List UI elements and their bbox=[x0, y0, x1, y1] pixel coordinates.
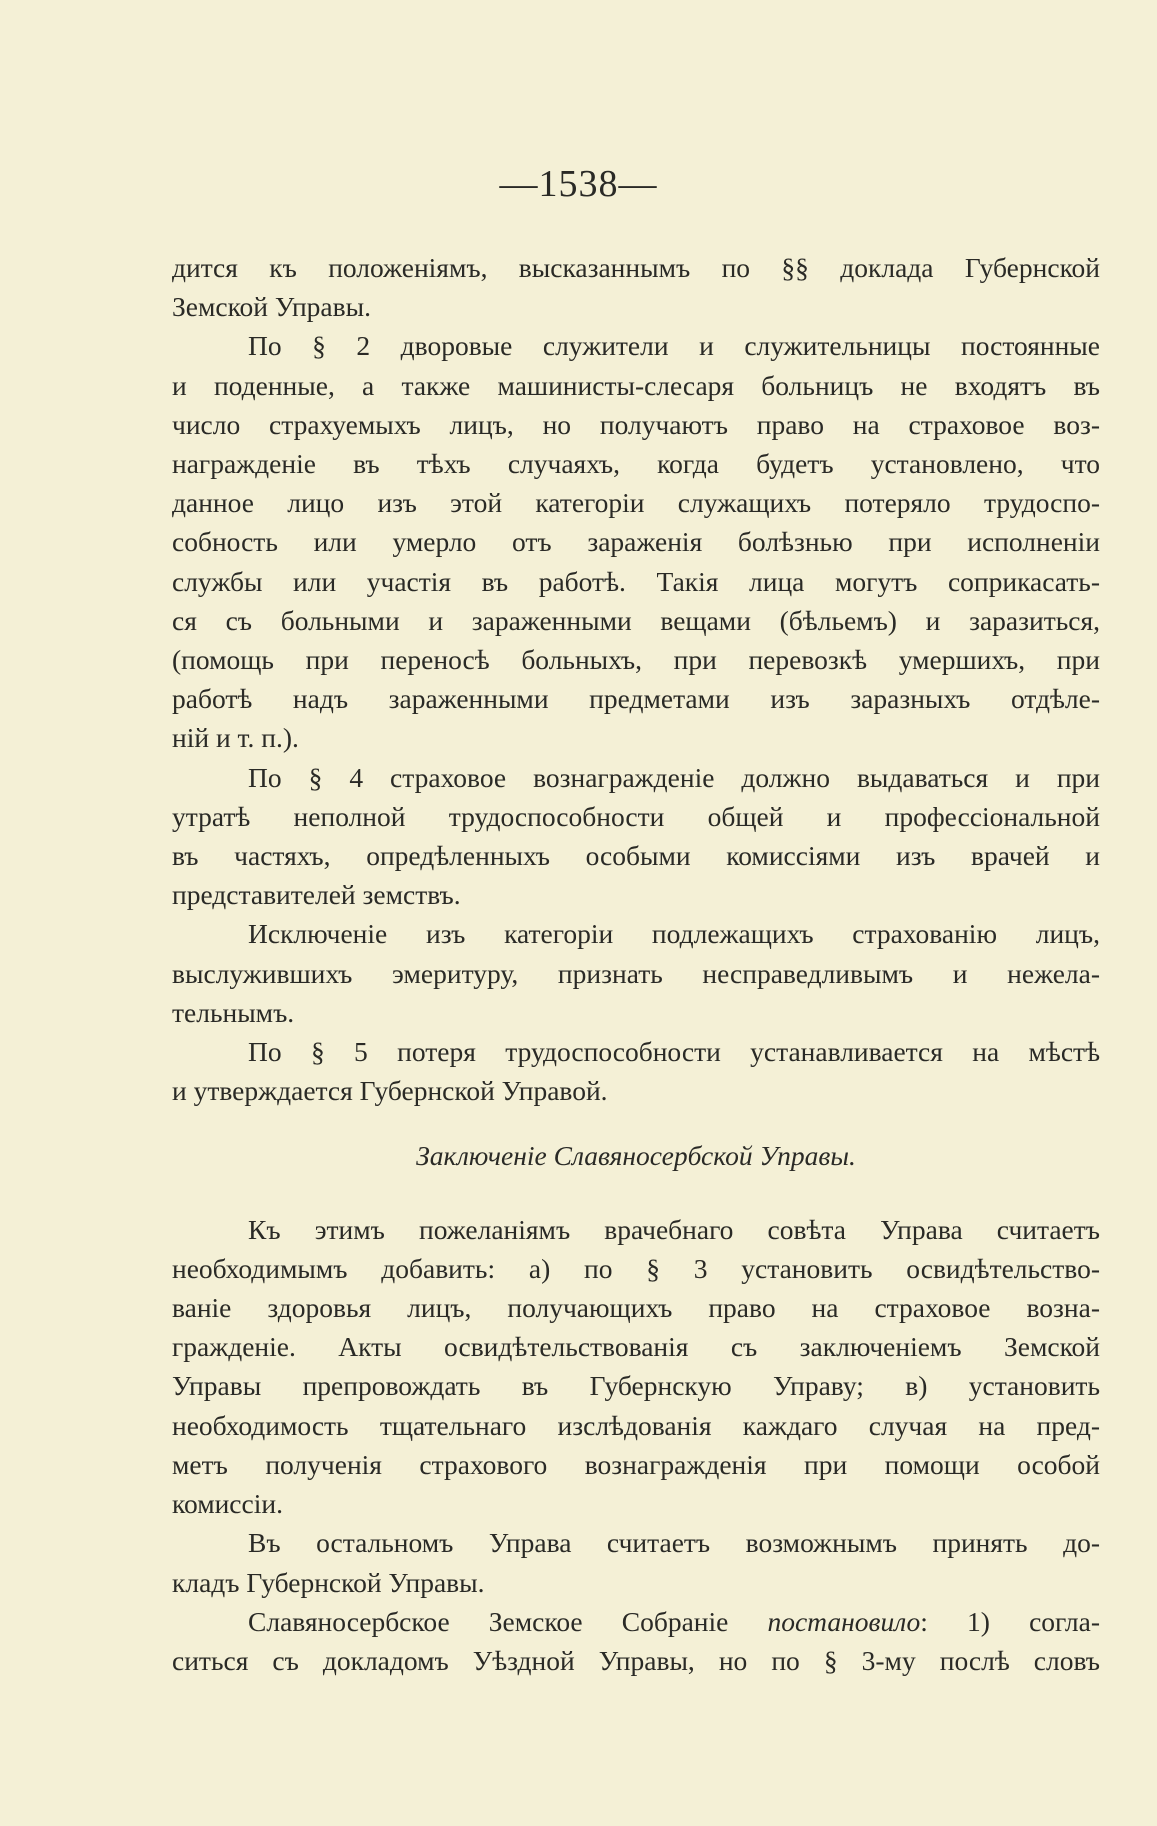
text-line: ваніе здоровья лицъ, получающихъ право на страховое возна- bbox=[172, 1292, 1100, 1324]
text-line: тельнымъ. bbox=[172, 996, 295, 1028]
text-line bbox=[172, 1602, 1100, 1641]
text-line: и утверждается Губернской Управой. bbox=[172, 1075, 608, 1107]
text-line: гражденіе. Акты освидѣтельствованія съ заключеніемъ Земской bbox=[172, 1331, 1100, 1363]
text-line: и поденные, а также машинисты-слесаря больницъ не входятъ въ bbox=[172, 369, 1100, 401]
section-heading: Заключеніе Славяносербской Управы. bbox=[416, 1140, 856, 1172]
text-line: Исключеніе изъ категоріи подлежащихъ страхованію лицъ, bbox=[248, 918, 1100, 950]
text-line: Управы препровождать въ Губернскую Управу; в) установить bbox=[172, 1370, 1100, 1402]
page-number: —1538— bbox=[499, 163, 658, 205]
text-line: утратѣ неполной трудоспособности общей и профессіональной bbox=[172, 800, 1100, 832]
text-line: ній и т. п.). bbox=[172, 722, 299, 754]
text-line: въ частяхъ, опредѣленныхъ особыми комиссіями изъ врачей и bbox=[172, 840, 1100, 872]
text-line: По § 2 дворовые служители и служительницы постоянные bbox=[248, 330, 1100, 362]
text-line: По § 5 потеря трудоспособности устанавливается на мѣстѣ bbox=[248, 1036, 1100, 1068]
text-line: Къ этимъ пожеланіямъ врачебнаго совѣта Управа считаетъ bbox=[248, 1213, 1100, 1245]
text-line: необходимымъ добавить: а) по § 3 установить освидѣтельство- bbox=[172, 1252, 1100, 1284]
text-line: ся съ больными и зараженными вещами (бѣльемъ) и заразиться, bbox=[172, 604, 1100, 636]
text-line: дится къ положеніямъ, высказаннымъ по §§ доклада Губернской bbox=[172, 252, 1100, 283]
text-line: метъ полученія страхового вознагражденія при помощи особой bbox=[172, 1448, 1100, 1480]
text-line: работѣ надъ зараженными предметами изъ заразныхъ отдѣле- bbox=[172, 683, 1100, 715]
text-run: Славяносербское Земское Собраніе bbox=[248, 1605, 768, 1637]
text-line: кладъ Губернской Управы. bbox=[172, 1566, 485, 1598]
text-line: По § 4 страховое вознагражденіе должно выдаваться и при bbox=[248, 761, 1100, 793]
text-line: выслужившихъ эмеритуру, признать несправедливымъ и нежела- bbox=[172, 957, 1100, 989]
body-text bbox=[172, 248, 1100, 1680]
text-line: службы или участія въ работѣ. Такія лица могутъ соприкасать- bbox=[172, 565, 1100, 597]
emphasis-text: постановило bbox=[767, 1605, 921, 1637]
text-line: необходимость тщательнаго изслѣдованія каждаго случая на пред- bbox=[172, 1409, 1100, 1441]
text-line: комиссіи. bbox=[172, 1488, 283, 1520]
text-line: Въ остальномъ Управа считаетъ возможнымъ принять до- bbox=[248, 1527, 1100, 1559]
text-line: Земской Управы. bbox=[172, 291, 371, 323]
text-line: ситься съ докладомъ Уѣздной Управы, но по § 3-му послѣ словъ bbox=[172, 1644, 1100, 1676]
text-line: собность или умерло отъ зараженія болѣзнью при исполненіи bbox=[172, 526, 1100, 558]
text-line: представителей земствъ. bbox=[172, 879, 461, 911]
text-line: число страхуемыхъ лицъ, но получаютъ право на страховое воз- bbox=[172, 408, 1100, 440]
text-line: (помощь при переносѣ больныхъ, при перевозкѣ умершихъ, при bbox=[172, 644, 1100, 676]
text-run: : 1) согла- bbox=[920, 1605, 1100, 1637]
text-line: данное лицо изъ этой категоріи служащихъ потеряло трудоспо- bbox=[172, 487, 1100, 519]
text-line: награжденіе въ тѣхъ случаяхъ, когда будетъ установлено, что bbox=[172, 448, 1100, 480]
